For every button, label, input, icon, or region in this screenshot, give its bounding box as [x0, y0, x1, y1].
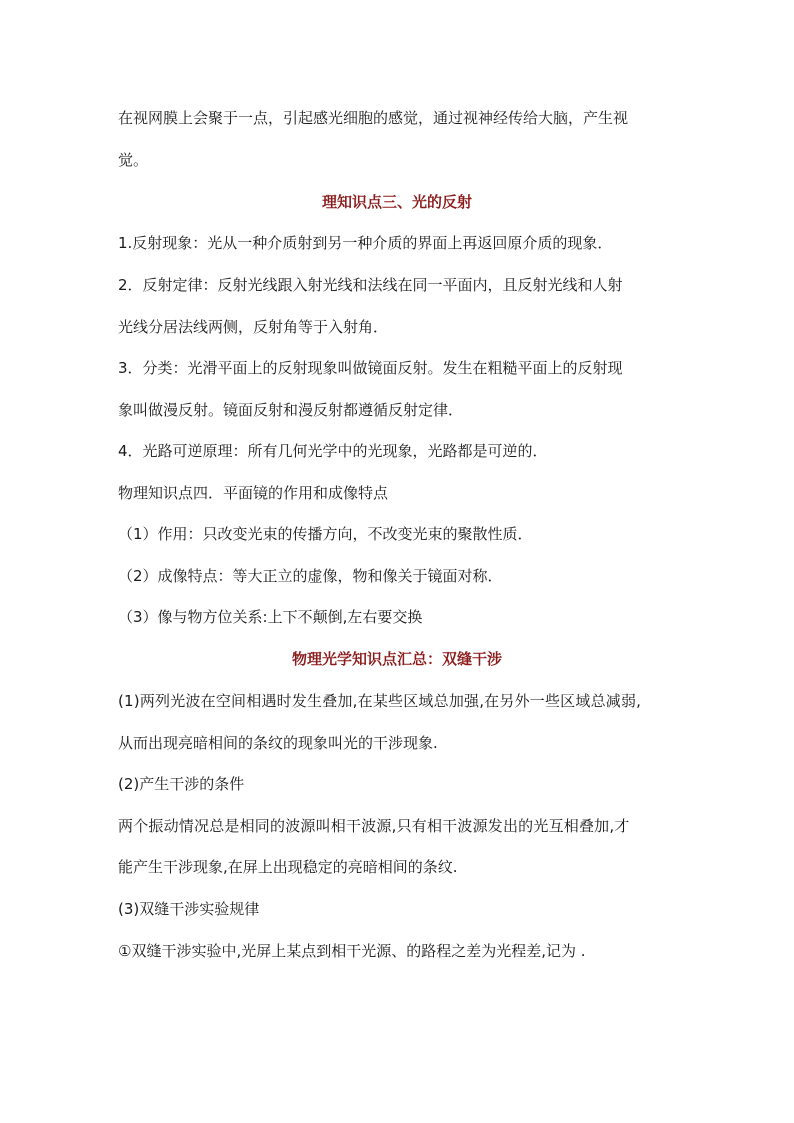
- mirror-item: （1）作用：只改变光束的传播方向，不改变光束的聚散性质．: [118, 525, 533, 543]
- interference-item: (1)两列光波在空间相遇时发生叠加,在某些区域总加强,在另外一些区域总减弱,: [118, 692, 642, 710]
- interference-item: 能产生干涉现象,在屏上出现稳定的亮暗相间的条纹.: [118, 858, 458, 876]
- mirror-item: （2）成像特点：等大正立的虚像，物和像关于镜面对称．: [118, 567, 503, 585]
- reflection-item: 4．光路可逆原理：所有几何光学中的光现象，光路都是可逆的．: [118, 442, 548, 460]
- mirror-section-title: 物理知识点四．平面镜的作用和成像特点: [118, 484, 389, 502]
- interference-item: ①双缝干涉实验中,光屏上某点到相干光源、的路程之差为光程差,记为 .: [118, 942, 586, 960]
- mirror-item: （3）像与物方位关系:上下不颠倒,左右要交换: [118, 608, 423, 626]
- interference-item: 从而出现亮暗相间的条纹的现象叫光的干涉现象.: [118, 734, 438, 752]
- reflection-item: 光线分居法线两侧，反射角等于入射角．: [118, 318, 389, 336]
- interference-item: 两个振动情况总是相同的波源叫相干波源,只有相干波源发出的光互相叠加,才: [118, 817, 630, 835]
- section-heading-reflection: 理知识点三、光的反射: [321, 193, 472, 211]
- reflection-item: 1.反射现象：光从一种介质射到另一种介质的界面上再返回原介质的现象．: [118, 234, 613, 252]
- paragraph-line: 觉。: [118, 151, 149, 169]
- reflection-item: 象叫做漫反射。镜面反射和漫反射都遵循反射定律．: [118, 401, 464, 419]
- interference-item: (2)产生干涉的条件: [118, 775, 245, 793]
- reflection-item: 3．分类：光滑平面上的反射现象叫做镜面反射。发生在粗糙平面上的反射现: [118, 359, 623, 377]
- interference-item: (3)双缝干涉实验规律: [118, 900, 260, 918]
- paragraph-line: 在视网膜上会聚于一点，引起感光细胞的感觉，通过视神经传给大脑，产生视: [118, 109, 629, 127]
- section-heading-interference: 物理光学知识点汇总：双缝干涉: [291, 650, 502, 668]
- reflection-item: 2．反射定律：反射光线跟入射光线和法线在同一平面内，且反射光线和人射: [118, 276, 623, 294]
